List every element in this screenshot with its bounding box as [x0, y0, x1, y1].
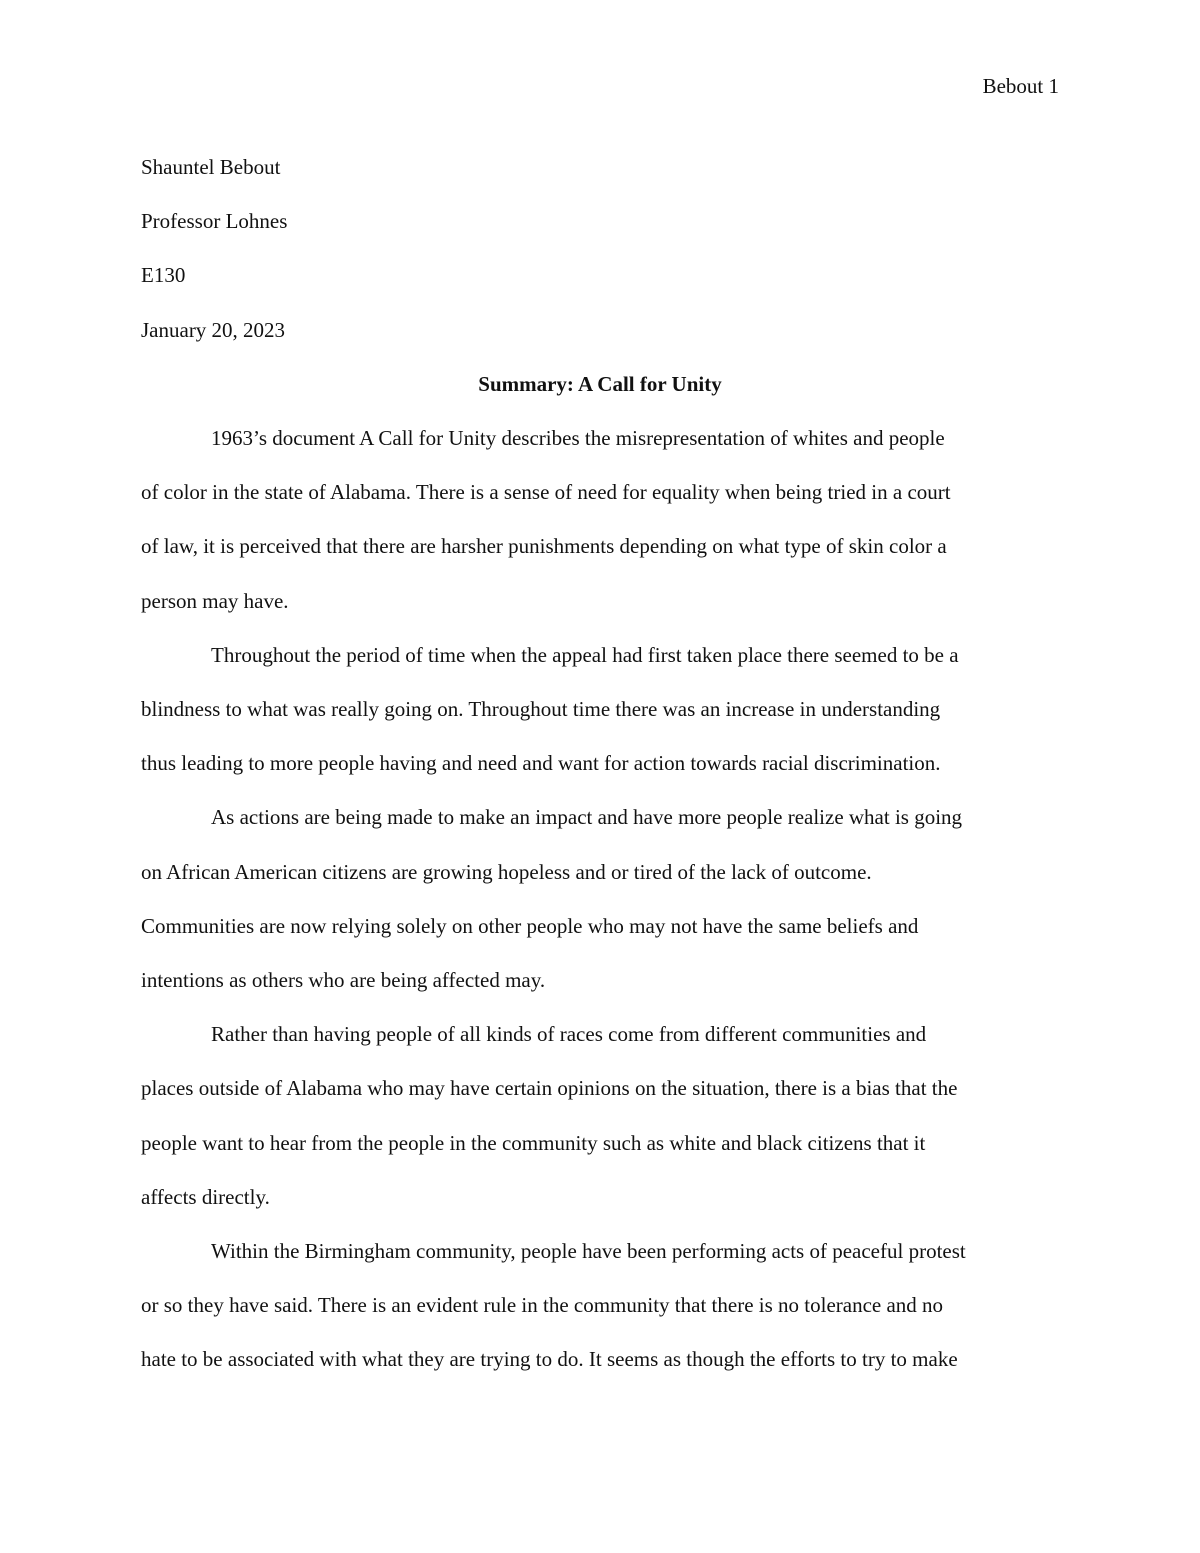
paragraph-line: blindness to what was really going on. Throughout time there was an increase in understanding — [141, 697, 941, 722]
paragraph-line: Rather than having people of all kinds of races come from different communities and — [211, 1022, 927, 1047]
paragraph-line: hate to be associated with what they are trying to do. It seems as though the efforts to try to make — [141, 1347, 958, 1372]
paragraph-line: of law, it is perceived that there are harsher punishments depending on what type of skin color a — [141, 534, 947, 559]
paragraph-line: 1963’s document A Call for Unity describes the misrepresentation of whites and people — [211, 426, 945, 451]
paragraph-line: Within the Birmingham community, people have been performing acts of peaceful protest — [211, 1239, 966, 1264]
paragraph-line: or so they have said. There is an evident rule in the community that there is no tolerance and no — [141, 1293, 944, 1318]
paragraph-2 — [141, 628, 1059, 791]
course-code: E130 — [141, 263, 186, 288]
paragraph-5 — [141, 1224, 1059, 1387]
paragraph-line: affects directly. — [141, 1184, 270, 1209]
document-date: January 20, 2023 — [141, 317, 286, 342]
instructor-name: Professor Lohnes — [141, 209, 288, 234]
paragraph-1 — [141, 411, 1059, 628]
paragraph-line: of color in the state of Alabama. There is a sense of need for equality when being tried in a court — [141, 480, 951, 505]
author-name: Shauntel Bebout — [141, 155, 281, 179]
document-title: Summary: A Call for Unity — [478, 371, 722, 396]
paragraph-line: Communities are now relying solely on other people who may not have the same beliefs and — [141, 913, 919, 938]
paragraph-line: Throughout the period of time when the appeal had first taken place there seemed to be a — [211, 642, 959, 667]
paragraph-line: As actions are being made to make an impact and have more people realize what is going — [211, 805, 963, 830]
document-body — [141, 140, 1059, 1387]
paragraph-line: thus leading to more people having and need and want for action towards racial discrimination. — [141, 751, 941, 776]
paragraph-line: on African American citizens are growing hopeless and or tired of the lack of outcome. — [141, 859, 872, 884]
paragraph-line: person may have. — [141, 588, 289, 613]
paragraph-line: places outside of Alabama who may have certain opinions on the situation, there is a bias that the — [141, 1076, 958, 1101]
running-head: Bebout 1 — [982, 74, 1059, 98]
paragraph-line: people want to hear from the people in the community such as white and black citizens that it — [141, 1130, 926, 1155]
paragraph-3 — [141, 790, 1059, 1007]
paragraph-4 — [141, 1007, 1059, 1224]
paragraph-line: intentions as others who are being affected may. — [141, 968, 546, 993]
